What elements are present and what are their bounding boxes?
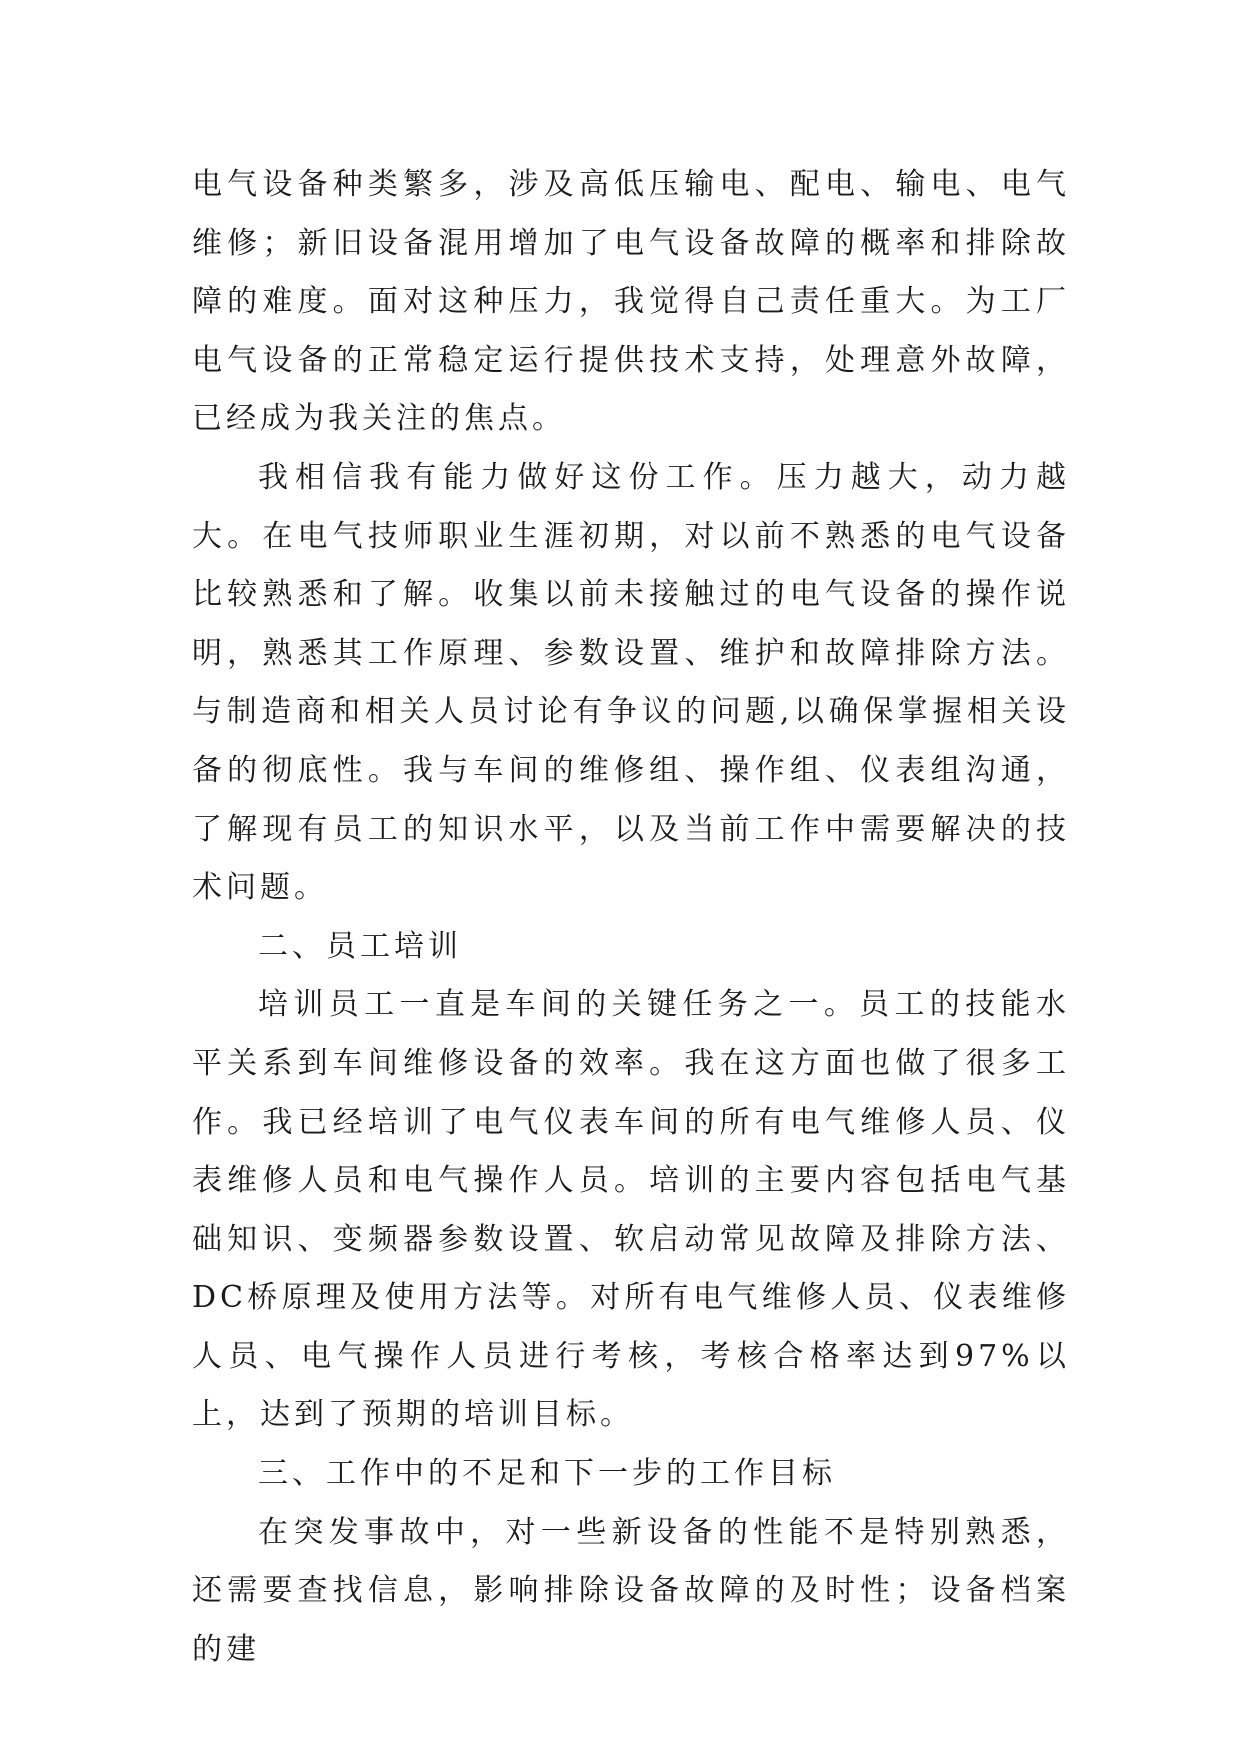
section-heading-shortcomings-goals: 三、工作中的不足和下一步的工作目标	[258, 1456, 836, 1492]
document-body	[192, 156, 1070, 1679]
section-heading-staff-training: 二、员工培训	[258, 928, 462, 964]
paragraph-shortcomings: 在突发事故中，对一些新设备的性能不是特别熟悉，还需要查找信息，影响排除设备故障的及时性；设备档案的建	[192, 1514, 1070, 1667]
paragraph-staff-training: 培训员工一直是车间的关键任务之一。员工的技能水平关系到车间维修设备的效率。我在这方面也做了很多工作。我已经培训了电气仪表车间的所有电气维修人员、仪表维修人员和电气操作人员。培训的主要内容包括电气基础知识、变频器参数设置、软启动常见故障及排除方法、DC桥原理及使用方法等。对所有电气维修人员、仪表维修人员、电气操作人员进行考核，考核合格率达到97%以上，达到了预期的培训目标。	[192, 987, 1070, 1433]
paragraph-equipment-overview: 电气设备种类繁多，涉及高低压输电、配电、输电、电气维修；新旧设备混用增加了电气设备故障的概率和排除故障的难度。面对这种压力，我觉得自己责任重大。为工厂电气设备的正常稳定运行提供技术支持，处理意外故障，已经成为我关注的焦点。	[192, 167, 1070, 437]
paragraph-self-confidence: 我相信我有能力做好这份工作。压力越大，动力越大。在电气技师职业生涯初期，对以前不熟悉的电气设备比较熟悉和了解。收集以前未接触过的电气设备的操作说明，熟悉其工作原理、参数设置、维护和故障排除方法。与制造商和相关人员讨论有争议的问题,以确保掌握相关设备的彻底性。我与车间的维修组、操作组、仪表组沟通，了解现有员工的知识水平，以及当前工作中需要解决的技术问题。	[192, 459, 1070, 906]
